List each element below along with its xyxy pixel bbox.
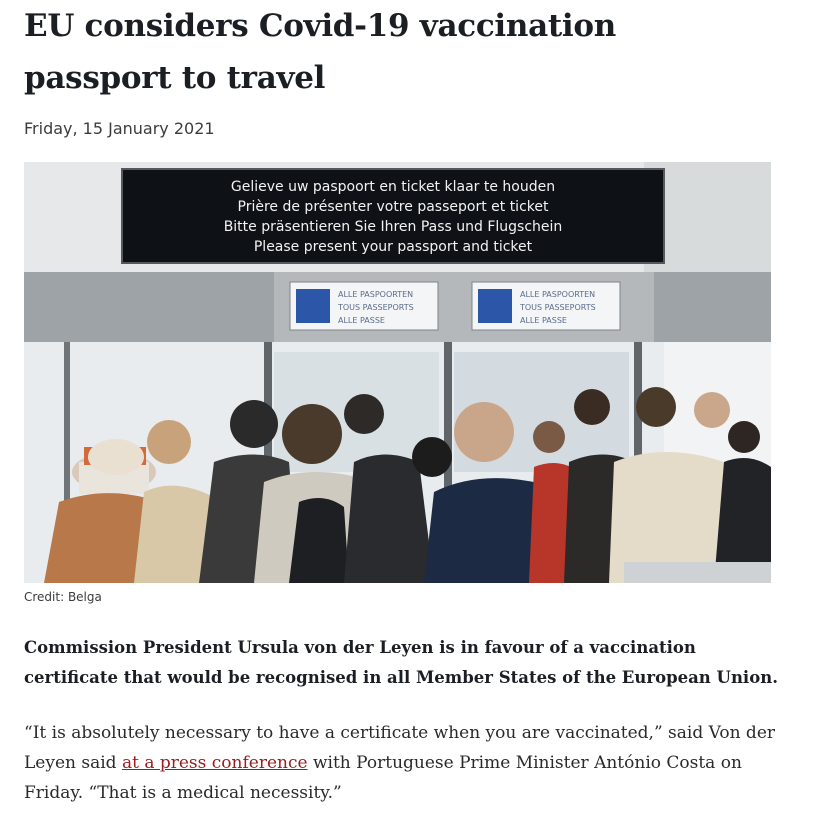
sign-line-4: Please present your passport and ticket [253, 239, 533, 255]
airport-photo-illustration [24, 162, 771, 583]
body-text-part-2: with Portuguese Prime Minister António Costa on Friday. “That is a medical necessity.” [24, 753, 742, 803]
gate2-line-1: ALLE PASPOORTEN [520, 290, 596, 299]
gate2-line-2: TOUS PASSEPORTS [520, 303, 596, 312]
sign-line-3: Bitte präsentieren Sie Ihren Pass und Flugschein [223, 219, 563, 235]
gate1-line-1: ALLE PASPOORTEN [338, 290, 414, 299]
article-title [24, 0, 784, 104]
article-lead: Commission President Ursula von der Leyen is in favour of a vaccination certificate that would be recognised in all Member States of the European Union. [24, 638, 778, 687]
photo-credit: Credit: Belga [24, 590, 102, 604]
gate1-line-3: ALLE PASSE [338, 316, 385, 325]
sign-line-1: Gelieve uw paspoort en ticket klaar te houden [230, 179, 556, 195]
title-line-2: passport to travel [24, 60, 326, 96]
publish-date: Friday, 15 January 2021 [24, 119, 215, 138]
article [24, 0, 784, 803]
press-conference-link[interactable]: at a press conference [121, 753, 308, 773]
body-text-part-1: “It is absolutely necessary to have a certificate when you are vaccinated,” said Von der Leyen said [24, 723, 776, 773]
article-body-paragraph [24, 718, 784, 808]
gate1-line-2: TOUS PASSEPORTS [338, 303, 414, 312]
sign-line-2: Prière de présenter votre passeport et ticket [237, 199, 549, 215]
gate2-line-3: ALLE PASSE [520, 316, 567, 325]
title-line-1: EU considers Covid-19 vaccination [24, 8, 617, 44]
article-photo [24, 162, 771, 583]
